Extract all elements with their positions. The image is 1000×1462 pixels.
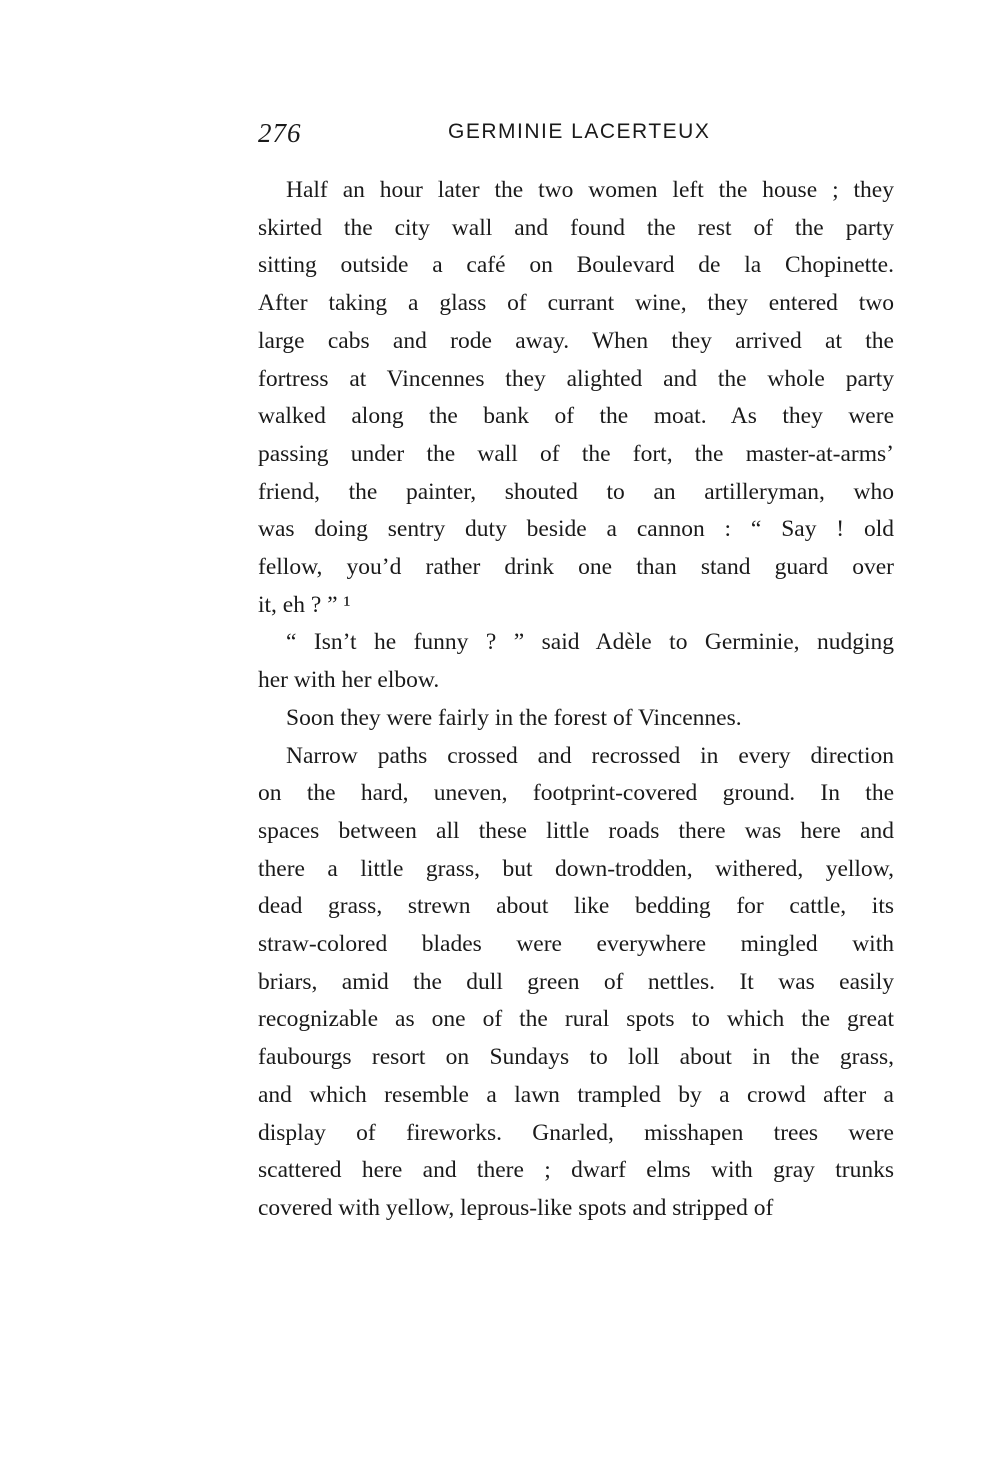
paragraph (258, 700, 894, 738)
text-line: spaces between all these little roads there was here and (258, 817, 894, 844)
text-line: Narrow paths crossed and recrossed in every direction (286, 742, 894, 769)
text-line: was doing sentry duty beside a cannon : “ Say ! old (258, 516, 894, 543)
text-line: covered with yellow, leprous-like spots and stripped of (258, 1194, 774, 1221)
text-line: straw-colored blades were everywhere mingled with (258, 931, 894, 958)
text-line: fortress at Vincennes they alighted and the whole party (258, 365, 894, 392)
text-line: her with her elbow. (258, 667, 440, 694)
running-title: GERMINIE LACERTEUX (448, 120, 711, 143)
page-number: 276 (258, 118, 302, 148)
paragraph (258, 172, 894, 624)
text-line: friend, the painter, shouted to an artilleryman, who (258, 478, 894, 505)
text-line: walked along the bank of the moat. As they were (258, 403, 894, 430)
text-line: and which resemble a lawn trampled by a crowd after a (258, 1081, 894, 1108)
text-line: Half an hour later the two women left the house ; they (286, 177, 894, 203)
text-line: large cabs and rode away. When they arrived at the (258, 327, 894, 354)
text-line: sitting outside a café on Boulevard de la Chopinette. (258, 252, 894, 279)
text-line: passing under the wall of the fort, the master-at-arms’ (258, 440, 894, 467)
paragraph (258, 738, 894, 1228)
text-line: Soon they were fairly in the forest of Vincennes. (286, 704, 742, 731)
text-line: on the hard, uneven, footprint-covered ground. In the (258, 780, 894, 807)
paragraph (258, 624, 894, 699)
running-head (258, 118, 894, 158)
text-line: there a little grass, but down-trodden, withered, yellow, (258, 855, 894, 882)
text-line: fellow, you’d rather drink one than stand guard over (258, 554, 894, 581)
text-line: scattered here and there ; dwarf elms with gray trunks (258, 1157, 894, 1184)
text-line: recognizable as one of the rural spots to which the great (258, 1006, 894, 1033)
text-line: After taking a glass of currant wine, they entered two (258, 290, 894, 317)
text-line: briars, amid the dull green of nettles. It was easily (258, 968, 894, 995)
text-line: “ Isn’t he funny ? ” said Adèle to Germinie, nudging (286, 629, 894, 656)
text-line: faubourgs resort on Sundays to loll about in the grass, (258, 1044, 894, 1071)
body-text (258, 172, 894, 1228)
text-line: display of fireworks. Gnarled, misshapen trees were (258, 1119, 894, 1146)
text-line: it, eh ? ” ¹ (258, 591, 351, 618)
text-line: skirted the city wall and found the rest of the party (258, 214, 894, 241)
text-line: dead grass, strewn about like bedding for cattle, its (258, 893, 894, 920)
